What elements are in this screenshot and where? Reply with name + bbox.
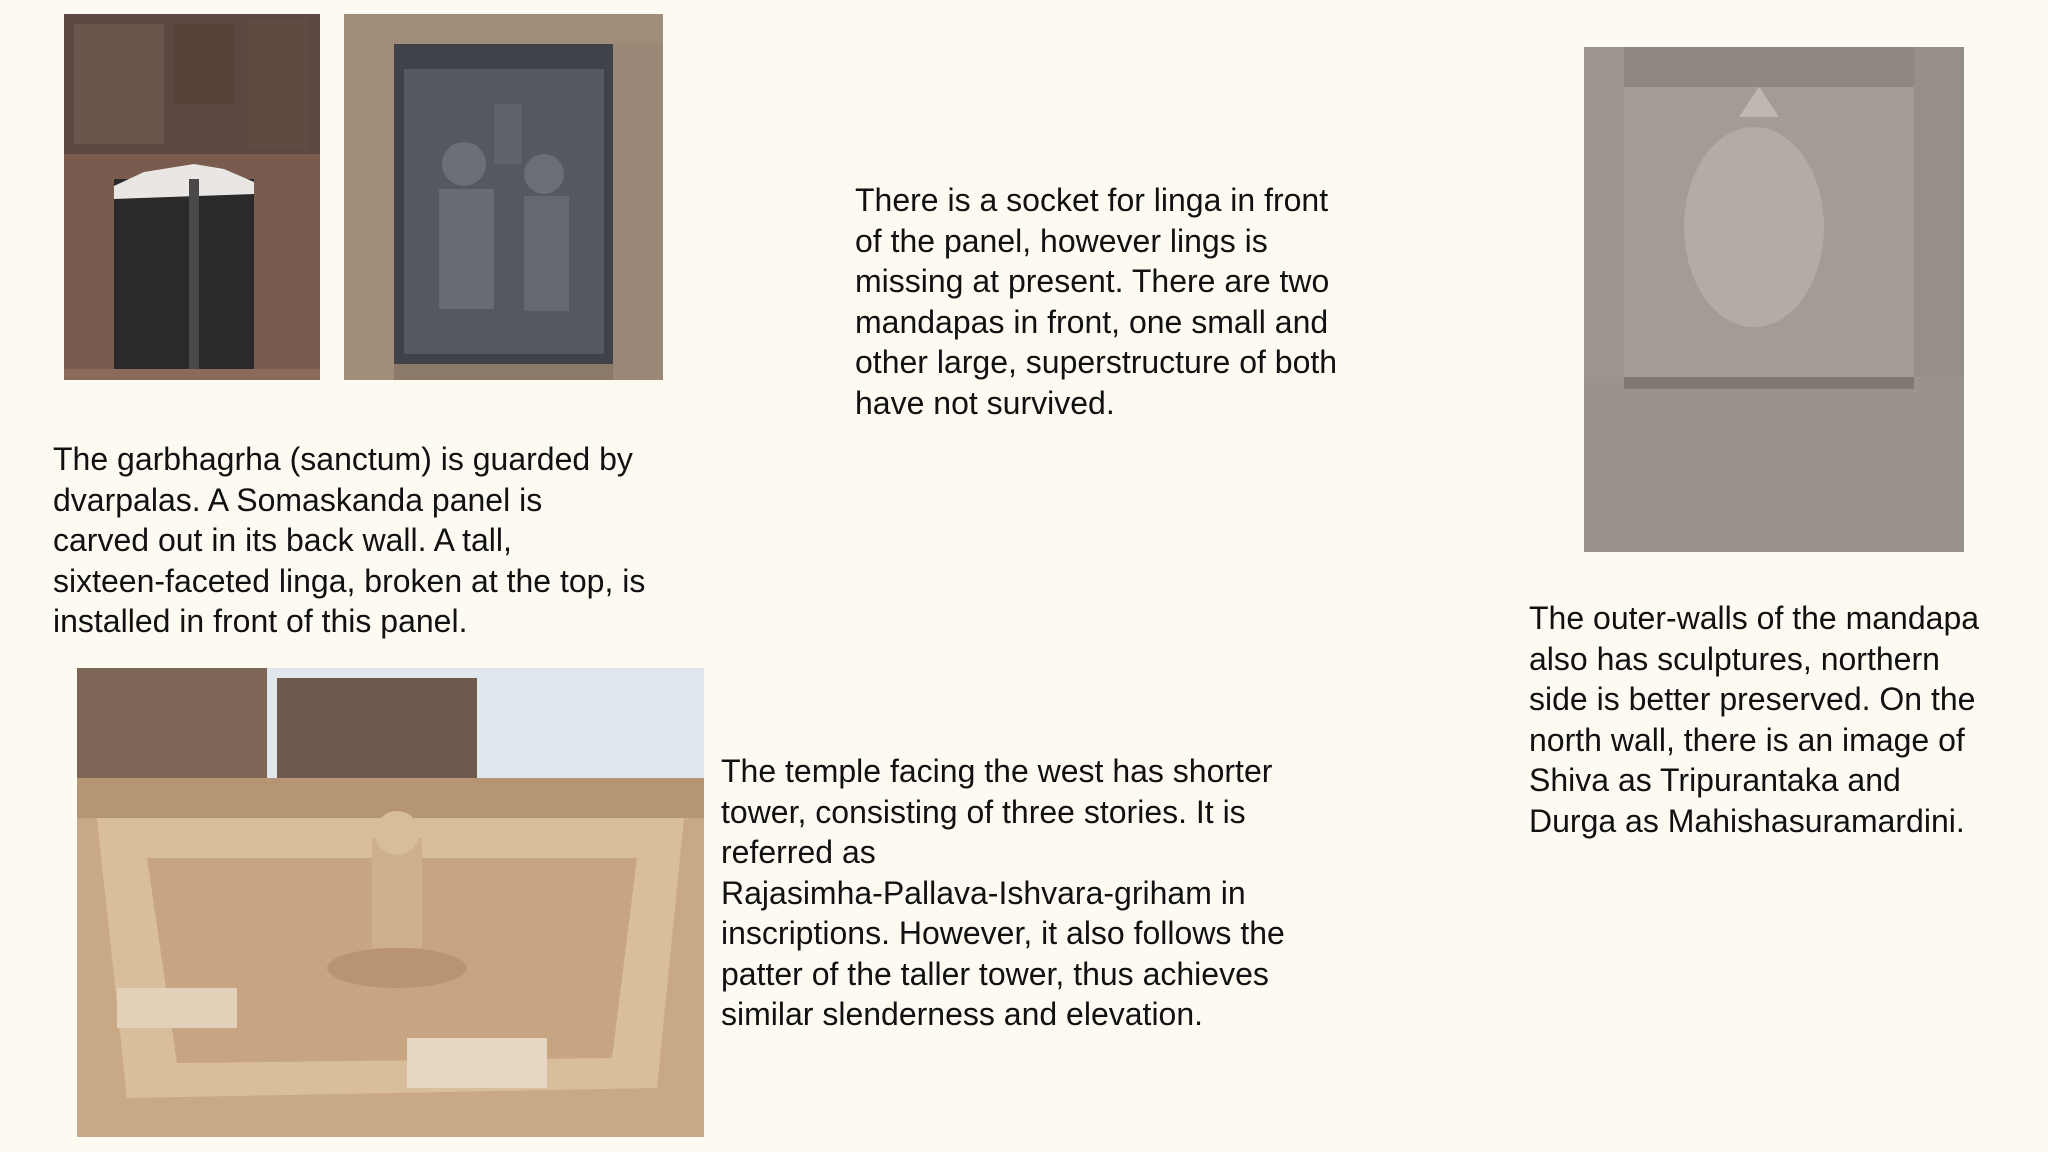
garbhagrha-description: The garbhagrha (sanctum) is guarded by dvarpalas. A Somaskanda panel is carved out in its back wall. A tall, sixteen-faceted linga, broken at the top, is installed in front of this panel. [53,441,646,639]
tank-photo [77,668,704,1137]
west-temple-description: The temple facing the west has shorter tower, consisting of three stories. It is referred as Rajasimha-Pallava-Ishvara-griham in inscriptions. However, it also follows the patter of the taller tower, thus achieves similar slenderness and elevation. [721,753,1285,1032]
outer-walls-description: The outer-walls of the mandapa also has sculptures, northern side is better preserved. On the north wall, there is an image of Shiva as Tripurantaka and Durga as Mahishasuramardini. [1529,600,1980,839]
linga-photo [64,14,320,380]
north-wall-sculpture-photo [1584,47,1964,552]
socket-description: There is a socket for linga in front of the panel, however lings is missing at present. There are two mandapas in front, one small and other large, superstructure of both have not survived. [855,182,1338,421]
somaskanda-panel-photo [344,14,663,380]
